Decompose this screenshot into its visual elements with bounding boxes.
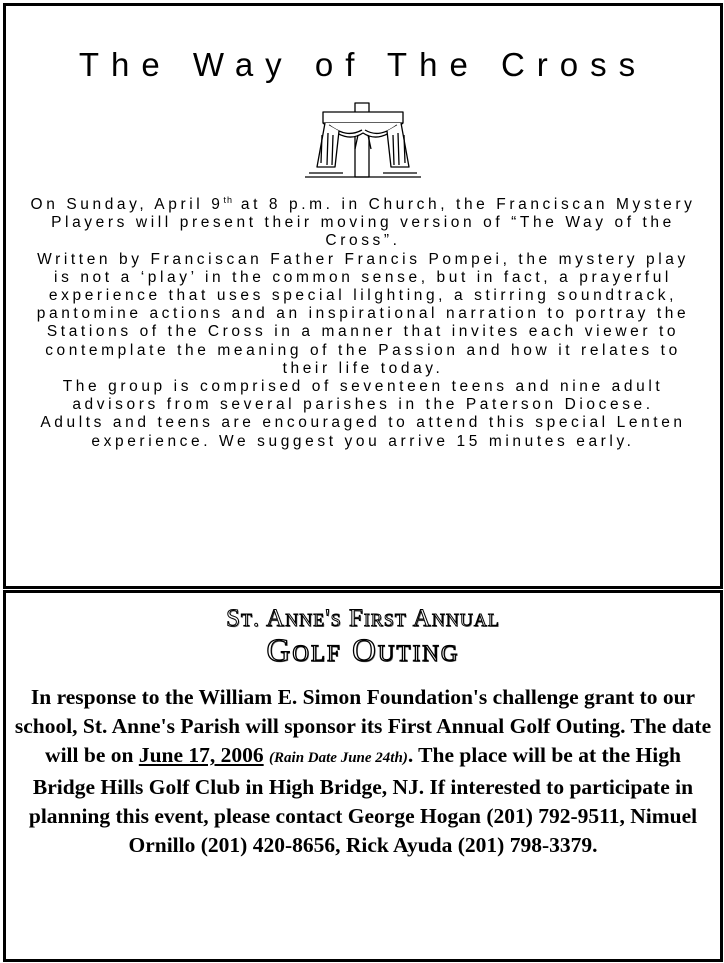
way-of-cross-panel [3, 3, 723, 589]
draped-cross-icon [303, 101, 423, 179]
paragraph-invitation: Adults and teens are encouraged to attend this special Lenten experience. We suggest you arrive 15 minutes early. [40, 414, 686, 450]
golf-date: June 17, 2006 [138, 743, 264, 767]
paragraph-announcement: On Sunday, April 9th at 8 p.m. in Church, the Franciscan Mystery Players will present their moving version of “The Way of the Cross”. [30, 194, 696, 250]
rain-date: (Rain Date June 24th) [269, 750, 408, 766]
way-of-cross-body [26, 196, 700, 451]
golf-outing-panel [3, 590, 723, 962]
paragraph-description: Written by Franciscan Father Francis Pompei, the mystery play is not a ‘play’ in the common sense, but in fact, a prayerful experience that uses special lilghting, a stirring soundtrack, pantomine actions and an inspirational narration to portray the Stations of the Cross in a manner that invites each viewer to contemplate the meaning of the Passion and how it relates to their life today. [36, 250, 690, 377]
golf-body: In response to the William E. Simon Foundation's challenge grant to our school, St. Anne's Parish will sponsor its First Annual Golf Outing. The date will be on June 17, 2006 (Rain Date June 24th). The place will be at the High Bridge Hills Golf Club in High Bridge, NJ. If interested to participate in planning this event, please contact George Hogan (201) 792-9511, Nimuel Ornillo (201) 420-8656, Rick Ayuda (201) 798-3379. [14, 685, 712, 857]
golf-title: Golf Outing [266, 633, 460, 669]
golf-subtitle: St. Anne's First Annual [226, 605, 500, 632]
way-of-cross-title: The Way of The Cross [78, 46, 648, 83]
paragraph-group: The group is comprised of seventeen teens and nine adult advisors from several parishes in the Paterson Diocese. [62, 378, 664, 414]
